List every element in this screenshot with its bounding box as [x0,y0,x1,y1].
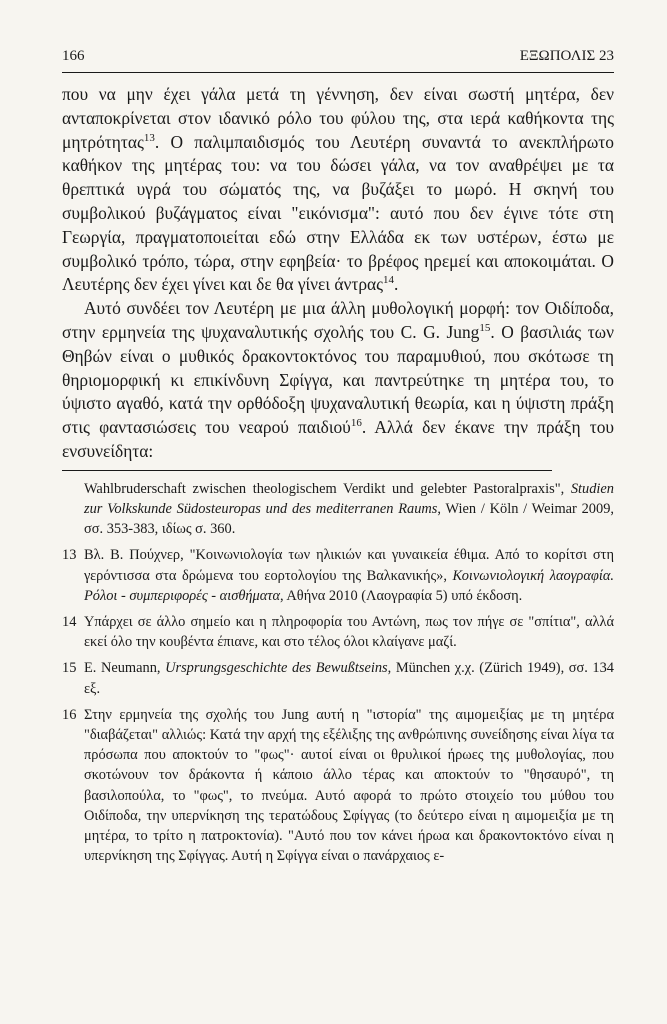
paragraph [62,83,614,297]
footnote-13 [62,545,614,606]
header-rule [62,72,614,73]
book-page [62,48,614,872]
footnote-separator [62,470,552,471]
footnotes [62,479,614,867]
footnote-16 [62,705,614,867]
text-run: Αυτό συνδέει τον Λευτέρη με μια άλλη μυθολογική μορφή: τον Οιδίποδα, στην ερμηνεία της ψυχαναλυτικής σχολής του C. G. Jung [62,298,614,342]
footnote-ref[interactable]: 14 [383,274,395,287]
footnote-text [84,658,614,698]
text-run: . Ο παλιμπαιδισμός του Λευτέρη συναντά το ανεκπλήρωτο καθήκον της μητέρας του: να του δώσει γάλα, να τον αναθρέψει με τα θρεπτικά υγρά του σώματός της, να βυζάξει το μωρό. Η σκηνή του συμβολικού βυζάγματος είναι "εικόνισμα": αυτό που δεν έγινε τότε στη Γεωργία, πραγματοποιείται εδώ στην Ελλάδα εκ των υστέρων, έστω με συμβολικό τρόπο, τώρα, στην εφηβεία· το βρέφος ηρεμεί και αποκοιμάται. Ο Λευτέρης δεν έχει γίνει και δε θα γίνει άντρας [62,131,614,295]
book-title: Ursprungsgeschichte des Bewußtseins [165,660,388,677]
running-header [62,48,614,70]
footnote-number: 16 [62,706,77,723]
text-run: Βλ. Β. Πούχνερ, "Κοινωνιολογία των ηλικιών και γυναικεία έθιμα. Από το κορίτσι στη γερόντισσα στα δρώμενα του εορτολογίου της Βαλκανικής», [84,547,614,584]
text-run: . Αλλά δεν έκανε την πράξη του ενσυνείδητα: [62,417,615,461]
page-number: 166 [62,48,85,64]
text-run: , Αθήνα 2010 (Λαογραφία 5) υπό έκδοση. [280,587,523,604]
footnote-ref[interactable]: 15 [479,322,491,335]
footnote-number: 15 [62,660,77,677]
footnote-14 [62,612,614,652]
text-run: . [394,274,399,295]
paragraph [62,297,614,464]
journal-title: ΕΞΩΠΟΛΙΣ 23 [519,48,614,64]
text-run: , München χ.χ. (Zürich 1949), σσ. 134 εξ. [84,660,614,697]
footnote-text [62,479,614,540]
book-title: Κοινωνιολογική λαογραφία. Ρόλοι - συμπεριφορές - αισθήματα [84,567,614,604]
footnote-text: Στην ερμηνεία της σχολής του Jung αυτή η "ιστορία" της αιμομειξίας με τη μητέρα "διαβάζεται" αλλιώς: Κατά την αρχή της εξέλιξης της ανθρώπινης συνείδησης είναι λίγα τα πρόσωπα που αποκτούν το "φως"· αυτοί είναι οι θρυλικοί ήρωες της μυθολογίας, που σκοτώνουν τον δράκοντα ή κάποιο άλλο τέρας και αποκτούν το "θησαυρό", τη βασιλοπούλα, το "φως", το πνεύμα. Αυτό αφορά το πρώτο στοιχείο του μύθου του Οιδίποδα, την υπερνίκηση της τερατώδους Σφίγγας (το δεύτερο είναι η αιμομειξία με τη μητέρα, το τρίτο η πατροκτονία). "Αυτό που τον κάνει ήρωα και δρακοντοκτόνο είναι η υπερνίκηση της Σφίγγας. Αυτή η Σφίγγα είναι ο πανάρχαιος ε- [84,706,614,865]
text-run: E. Neumann, [84,660,166,677]
footnote-continuation [62,479,614,540]
book-title: Studien zur Volkskunde Südosteuropas und des mediterranen Raums [84,480,614,517]
footnote-number: 14 [62,613,77,630]
footnote-number: 13 [62,547,77,564]
footnote-text [84,545,614,606]
footnote-ref[interactable]: 13 [143,131,155,144]
main-text [62,83,614,464]
footnote-15 [62,658,614,698]
footnote-ref[interactable]: 16 [350,417,362,430]
footnote-text: Υπάρχει σε άλλο σημείο και η πληροφορία του Αντώνη, πως τον πήγε σε "σπίτια", αλλά εκεί όλο την κουβέντα έπιανε, και στο τέλος όλοι κλαίγανε μαζί. [84,613,614,651]
text-run: Wahlbruderschaft zwischen theologischem Verdikt und gelebter Pastoralpraxis", [84,480,565,497]
text-run: . Ο βασιλιάς των Θηβών είναι ο μυθικός δρακοντοκτόνος του παραμυθιού, που σκότωσε τη θηριομορφική κι επικίνδυνη Σφίγγα, και παντρεύτηκε τη μητέρα του, το ύψιστο αγαθό, κατά την ορθόδοξη ψυχαναλυτική θεωρία, και η ύψιστη πράξη στις φαντασιώσεις του νεαρού παιδιού [62,321,614,438]
text-run: , Wien / Köln / Weimar 2009, σσ. 353-383, ιδίως σ. 360. [84,500,614,538]
text-run: που να μην έχει γάλα μετά τη γέννηση, δεν είναι σωστή μητέρα, δεν ανταποκρίνεται στον ιδανικό ρόλο του φύλου της, στα ιερά καθήκοντα της μητρότητας [62,84,614,152]
